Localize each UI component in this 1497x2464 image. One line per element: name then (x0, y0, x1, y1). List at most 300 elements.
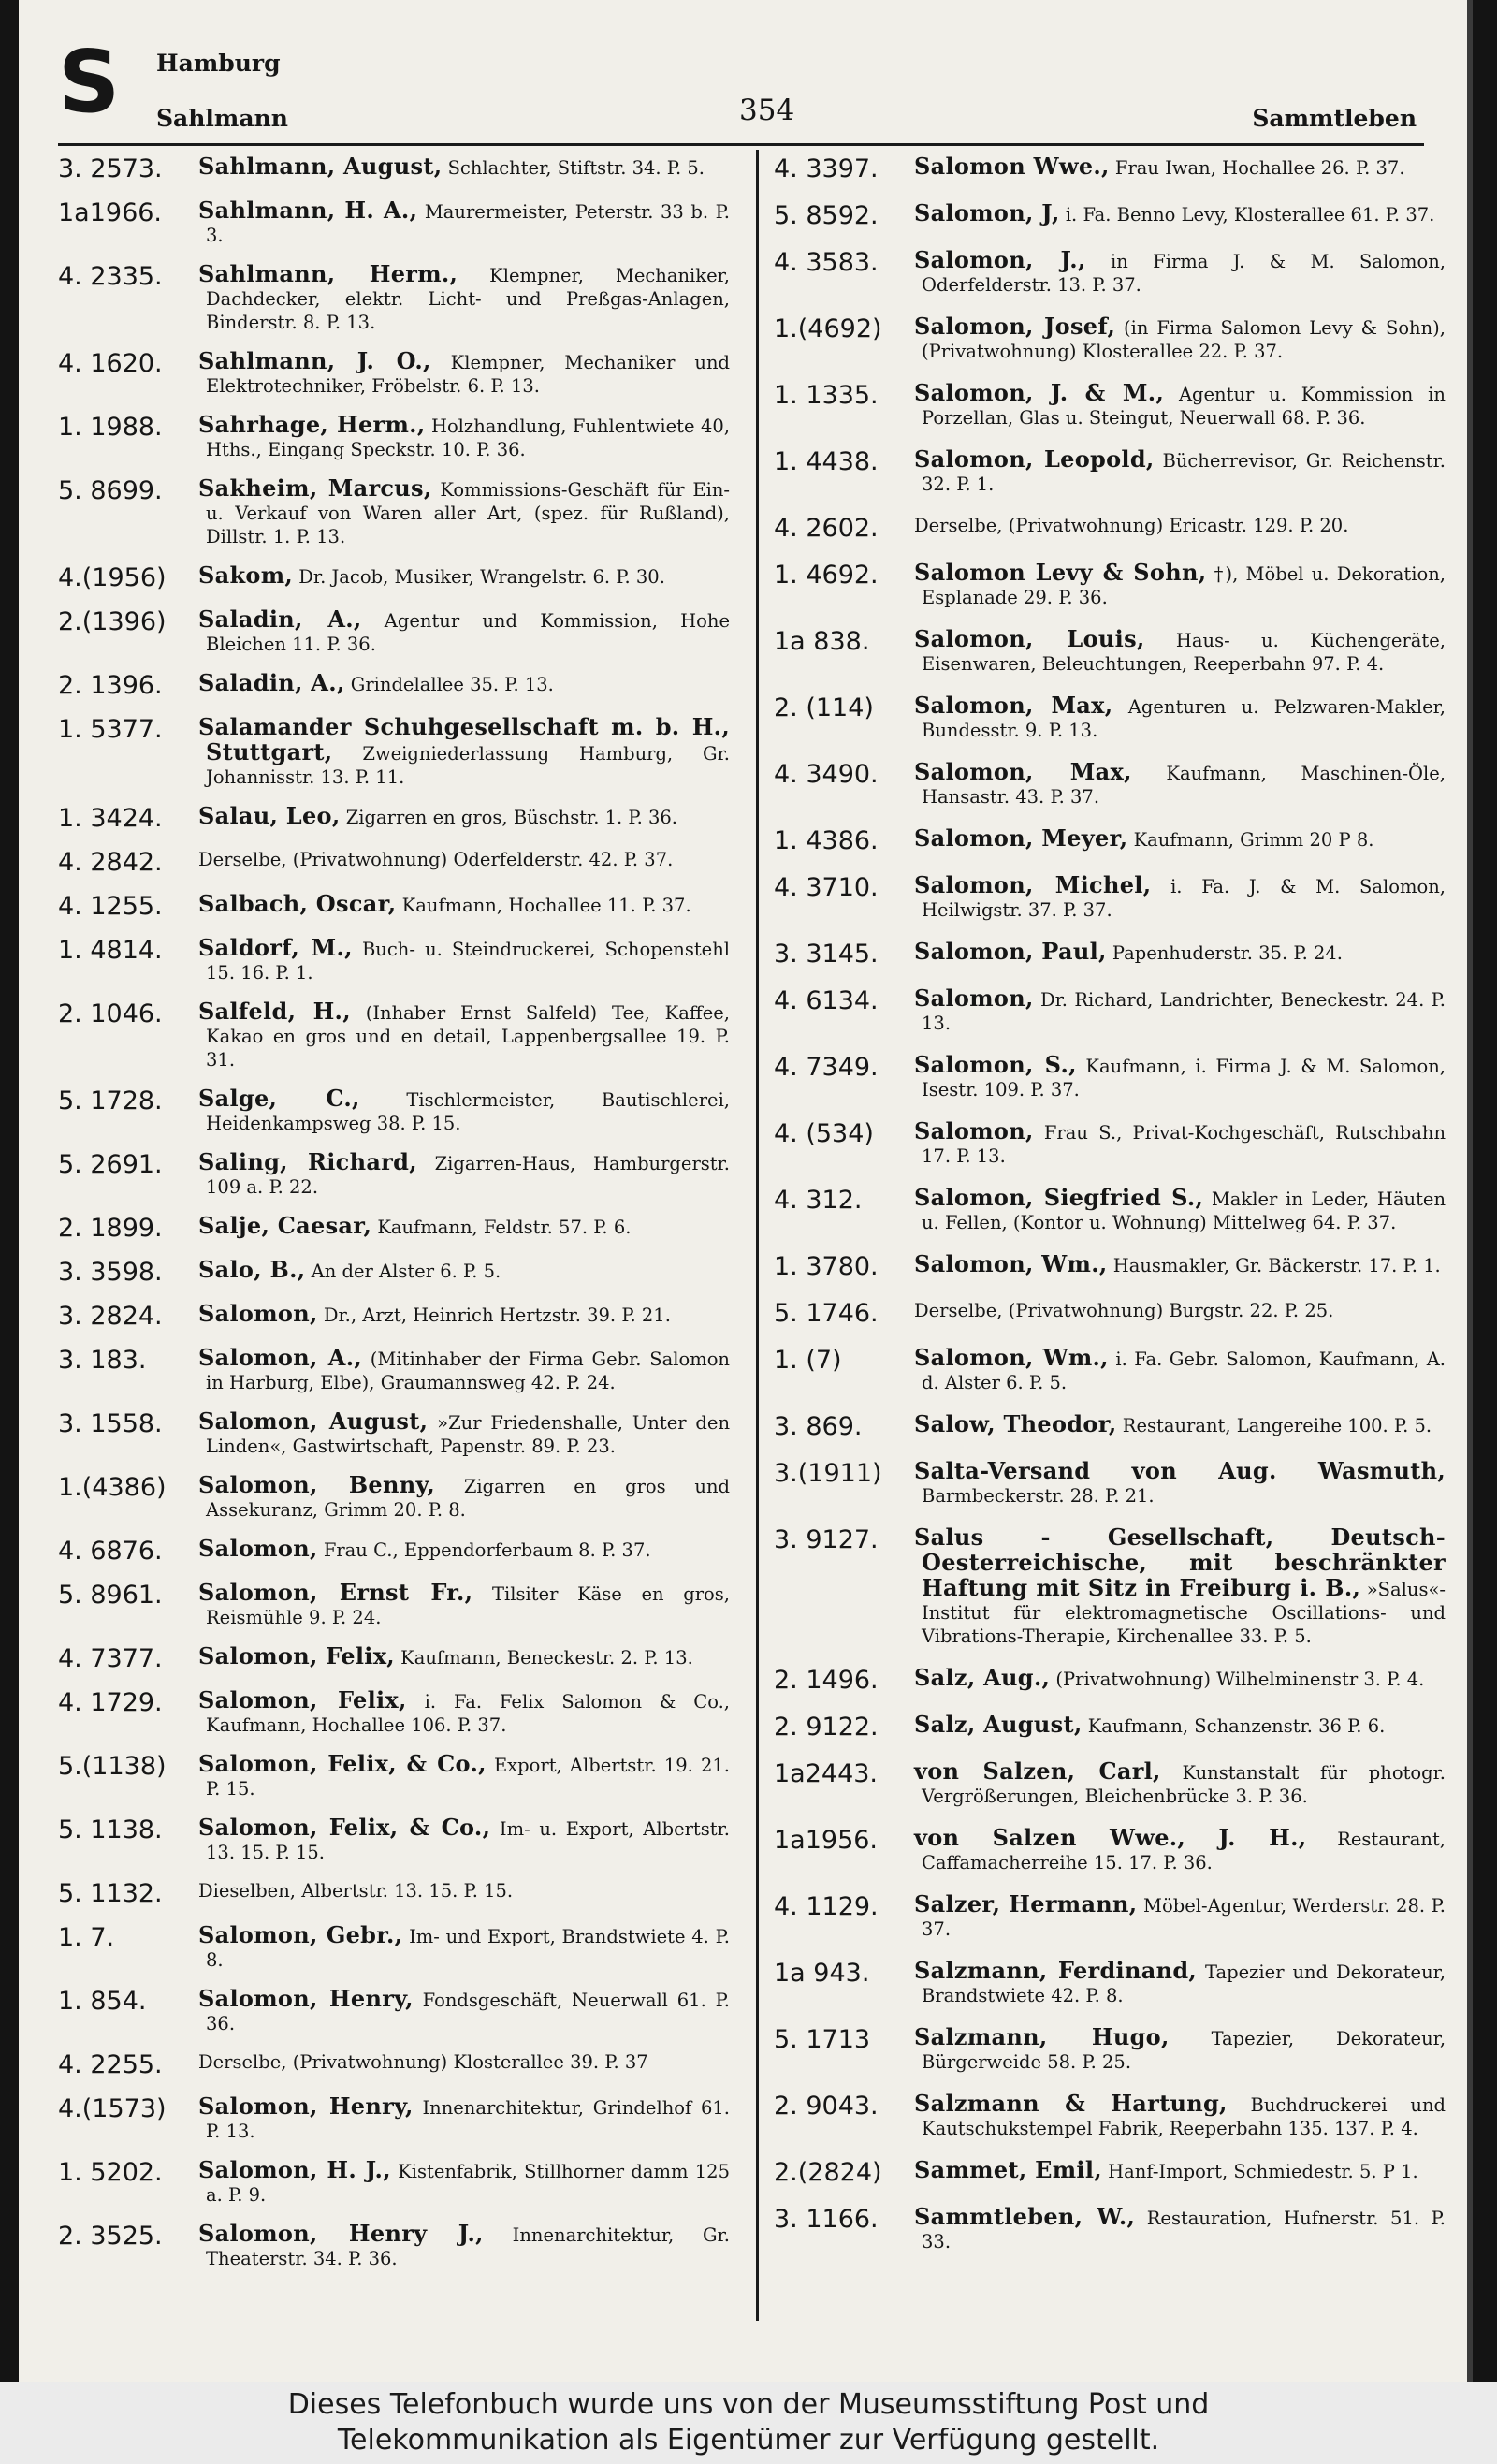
subscriber-details: Zigarren en gros, Büschstr. 1. P. 36. (345, 807, 677, 828)
entry-text (198, 892, 732, 921)
subscriber-reference: Derselbe, (914, 515, 1003, 536)
entry-text (914, 248, 1447, 297)
subscriber-details: Kunstanstalt für photogr. Vergrößerungen, Bleichenbrücke 3. P. 36. (922, 1762, 1446, 1807)
directory-entry (774, 1119, 1447, 1168)
subscriber-details: i. Fa. Benno Levy, Klosterallee 61. P. 37. (1065, 204, 1435, 226)
directory-entry (58, 936, 732, 984)
directory-entry (58, 198, 732, 247)
directory-entry (774, 561, 1447, 609)
entry-text (914, 561, 1447, 609)
subscriber-name: Salau, Leo, (198, 802, 341, 829)
subscriber-details: Grindelallee 35. P. 13. (350, 674, 554, 695)
entry-text (914, 1459, 1447, 1508)
phone-number: 5. 1728. (58, 1086, 163, 1115)
phone-number: 4. 1129. (774, 1892, 879, 1921)
subscriber-name: Salomon, Max, (914, 758, 1132, 785)
entry-text (914, 693, 1447, 742)
entry-text (914, 826, 1447, 855)
entry-text (914, 627, 1447, 676)
phone-number: 5. 8961. (58, 1581, 163, 1610)
page-number: 354 (739, 94, 795, 127)
entry-text (914, 940, 1447, 969)
subscriber-details: Haus- u. Küchengeräte, Eisenwaren, Beleuchtungen, Reeperbahn 97. P. 4. (922, 630, 1446, 675)
subscriber-details: Zigarren-Haus, Hamburgerstr. 109 a. P. 22. (206, 1153, 730, 1198)
subscriber-details: Export, Albertstr. 19. 21. P. 15. (206, 1755, 730, 1800)
directory-entry (58, 1688, 732, 1737)
entry-text (198, 349, 732, 398)
subscriber-name: Salge, C., (198, 1085, 360, 1112)
entry-text (914, 1053, 1447, 1101)
subscriber-details: Kistenfabrik, Stillhorner damm 125 a. P. 9. (206, 2161, 730, 2206)
directory-entry (774, 627, 1447, 676)
subscriber-name: Sahrhage, Herm., (198, 411, 426, 438)
directory-entry (58, 1752, 732, 1801)
phone-number: 2. 1496. (774, 1666, 879, 1695)
directory-entry (58, 1258, 732, 1287)
directory-entry (58, 1815, 732, 1864)
phone-number: 1. 4692. (774, 561, 879, 590)
entry-text (914, 2205, 1447, 2253)
entry-text (198, 1688, 732, 1737)
phone-number: 5. 8592. (774, 201, 879, 230)
phone-number: 5. 8699. (58, 476, 163, 505)
subscriber-reference: Derselbe, (198, 849, 287, 870)
subscriber-details: Dr., Arzt, Heinrich Hertzstr. 39. P. 21. (323, 1305, 671, 1326)
subscriber-details: Innenarchitektur, Gr. Theaterstr. 34. P. 36. (206, 2224, 731, 2269)
directory-entry (774, 1759, 1447, 1808)
phone-number: 4. (534) (774, 1119, 874, 1148)
subscriber-details: Tilsiter Käse en gros, Reismühle 9. P. 24. (206, 1583, 730, 1628)
entry-text (914, 314, 1447, 363)
directory-entry (58, 892, 732, 921)
subscriber-details: An der Alster 6. P. 5. (311, 1261, 501, 1282)
subscriber-name: Salz, Aug., (914, 1664, 1051, 1691)
phone-number: 1a1956. (774, 1826, 879, 1855)
phone-number: 5. 2691. (58, 1150, 163, 1179)
subscriber-details: Holzhandlung, Fuhlentwiete 40, Hths., Eingang Speckstr. 10. P. 36. (206, 416, 731, 460)
directory-entry (58, 607, 732, 656)
subscriber-details: Im- und Export, Brandstwiete 4. P. 8. (206, 1926, 730, 1971)
directory-entry (774, 514, 1447, 543)
directory-entry (774, 1053, 1447, 1101)
directory-entry (774, 447, 1447, 496)
subscriber-details: Tapezier, Dekorateur, Bürgerweide 58. P. 25. (922, 2028, 1446, 2073)
subscriber-name: Sammtleben, W., (914, 2203, 1136, 2230)
phone-number: 1. (7) (774, 1346, 842, 1375)
subscriber-name: Salomon Levy & Sohn, (914, 559, 1207, 586)
directory-entry (58, 1879, 732, 1908)
phone-number: 4. 3490. (774, 760, 879, 789)
phone-number: 2. 9122. (774, 1713, 879, 1742)
directory-entry (58, 1987, 732, 2035)
phone-number: 1. 4386. (774, 826, 879, 855)
subscriber-name: Salzmann, Hugo, (914, 2023, 1170, 2050)
directory-entry (58, 2222, 732, 2270)
entry-text (198, 1086, 732, 1135)
subscriber-name: Sammet, Emil, (914, 2156, 1102, 2183)
subscriber-details: Frau Iwan, Hochallee 26. P. 37. (1114, 157, 1405, 179)
phone-number: 5. 1713 (774, 2025, 871, 2054)
entry-text (914, 447, 1447, 496)
entry-text (198, 1409, 732, 1458)
directory-entry (58, 2050, 732, 2079)
footer-line-1: Dieses Telefonbuch wurde uns von der Museumsstiftung Post und (287, 2388, 1210, 2421)
directory-entry (58, 671, 732, 700)
directory-entry (774, 2025, 1447, 2074)
phone-number: 3. 3598. (58, 1258, 163, 1287)
subscriber-details: Agenturen u. Pelzwaren-Makler, Bundesstr. 9. P. 13. (922, 696, 1446, 741)
entry-text (914, 1959, 1447, 2007)
subscriber-details: Frau C., Eppendorferbaum 8. P. 37. (323, 1539, 651, 1561)
directory-entry (774, 1959, 1447, 2007)
entry-text (198, 1879, 732, 1908)
header-rule (58, 143, 1424, 146)
entry-text (198, 1815, 732, 1864)
subscriber-name: Saldorf, M., (198, 934, 353, 961)
entry-text (198, 1923, 732, 1972)
subscriber-name: Salomon, Ernst Fr., (198, 1579, 473, 1606)
phone-number: 1. 4438. (774, 447, 879, 476)
subscriber-name: Salomon, (198, 1535, 318, 1562)
entry-text (914, 1412, 1447, 1441)
subscriber-name: Salomon, Henry J., (198, 2220, 484, 2247)
subscriber-details: Restaurant, Langereihe 100. P. 5. (1122, 1415, 1432, 1436)
phone-number: 2. 1046. (58, 999, 163, 1028)
phone-number: 4.(1573) (58, 2094, 167, 2123)
footer-notice (0, 2382, 1497, 2464)
directory-entry (58, 999, 732, 1072)
phone-number: 4. 6134. (774, 986, 879, 1015)
subscriber-details: Barmbeckerstr. 28. P. 21. (922, 1485, 1155, 1507)
directory-entry (58, 1644, 732, 1673)
subscriber-name: Sahlmann, August, (198, 153, 443, 180)
entry-text (198, 198, 732, 247)
phone-number: 1a 943. (774, 1959, 870, 1988)
subscriber-details: Buchdruckerei und Kautschukstempel Fabrik, Reeperbahn 135. 137. P. 4. (922, 2094, 1446, 2139)
directory-entry (774, 201, 1447, 230)
directory-entry (774, 1299, 1447, 1328)
phone-number: 3. 3145. (774, 940, 879, 969)
subscriber-name: Salomon, (914, 1117, 1034, 1145)
phone-number: 1. 3424. (58, 804, 163, 833)
city-heading: Hamburg (156, 50, 281, 77)
subscriber-name: Salomon, Felix, (198, 1642, 395, 1669)
phone-number: 1. 1988. (58, 413, 163, 442)
directory-entry (58, 563, 732, 592)
entry-text (198, 999, 732, 1072)
phone-number: 5.(1138) (58, 1752, 167, 1781)
entry-text (198, 2050, 732, 2079)
directory-entry (774, 1412, 1447, 1441)
first-entry-heading: Sahlmann (156, 105, 288, 132)
subscriber-name: Sakheim, Marcus, (198, 474, 432, 502)
subscriber-name: Sahlmann, H. A., (198, 197, 418, 224)
entry-text (914, 1346, 1447, 1394)
entry-text (198, 936, 732, 984)
subscriber-name: Salomon, Wm., (914, 1344, 1109, 1371)
directory-entry (774, 2158, 1447, 2187)
entry-text (198, 413, 732, 461)
subscriber-details: Kaufmann, Schanzenstr. 36 P. 6. (1087, 1715, 1386, 1737)
entry-text (198, 1346, 732, 1394)
phone-number: 4. 7377. (58, 1644, 163, 1673)
subscriber-details: Dr. Richard, Landrichter, Beneckestr. 24. P. 13. (922, 989, 1446, 1034)
entry-text (914, 381, 1447, 430)
phone-number: 1a2443. (774, 1759, 879, 1788)
subscriber-details: Frau S., Privat-Kochgeschäft, Rutschbahn 17. P. 13. (922, 1122, 1446, 1167)
directory-entry (774, 381, 1447, 430)
phone-number: 2.(2824) (774, 2158, 882, 2187)
entry-text (914, 1299, 1447, 1328)
entry-text (914, 1759, 1447, 1808)
directory-entry (58, 1302, 732, 1331)
entry-text (198, 1752, 732, 1801)
subscriber-details: Kaufmann, Feldstr. 57. P. 6. (377, 1217, 632, 1238)
subscriber-details: Agentur u. Kommission in Porzellan, Glas u. Steingut, Neuerwall 68. P. 36. (922, 384, 1446, 429)
subscriber-name: Saladin, A., (198, 605, 362, 633)
directory-entry (774, 1525, 1447, 1648)
phone-number: 1.(4386) (58, 1473, 167, 1502)
subscriber-name: Salomon, Leopold, (914, 445, 1155, 473)
phone-number: 3. 869. (774, 1412, 863, 1441)
phone-number: 2. (114) (774, 693, 874, 722)
subscriber-name: Salus - Gesellschaft, Deutsch-Oesterreichische, mit beschränkter Haftung mit Sitz in Freiburg i. B., (914, 1524, 1446, 1601)
entry-text (198, 1302, 732, 1331)
subscriber-details: Zigarren en gros und Assekuranz, Grimm 20. P. 8. (206, 1476, 731, 1521)
subscriber-name: Salzmann & Hartung, (914, 2090, 1228, 2117)
entry-text (914, 1119, 1447, 1168)
entry-text (914, 1826, 1447, 1874)
subscriber-name: Salz, August, (914, 1711, 1083, 1738)
subscriber-details: i. Fa. Gebr. Salomon, Kaufmann, A. d. Alster 6. P. 5. (922, 1349, 1446, 1393)
directory-entry (58, 1086, 732, 1135)
phone-number: 4. 2335. (58, 262, 163, 291)
directory-entry (58, 1473, 732, 1522)
subscriber-details: Kaufmann, Maschinen-Öle, Hansastr. 43. P. 37. (922, 763, 1446, 808)
subscriber-reference: Dieselben, (198, 1880, 296, 1902)
subscriber-details: Papenhuderstr. 35. P. 24. (1112, 942, 1343, 964)
phone-number: 3. 183. (58, 1346, 147, 1375)
entry-text (198, 2222, 732, 2270)
phone-number: 5. 1138. (58, 1815, 163, 1844)
phone-number: 5. 1132. (58, 1879, 163, 1908)
directory-entry (774, 1252, 1447, 1281)
entry-text (198, 262, 732, 334)
subscriber-name: Salta-Versand von Aug. Wasmuth, (914, 1457, 1446, 1484)
phone-number: 1. 4814. (58, 936, 163, 965)
directory-page (19, 0, 1467, 2382)
subscriber-details: Zweigniederlassung Hamburg, Gr. Johannisstr. 13. P. 11. (206, 743, 730, 788)
directory-entry (774, 693, 1447, 742)
subscriber-name: Salomon, Felix, (198, 1686, 407, 1713)
subscriber-name: Salomon, (914, 984, 1034, 1012)
subscriber-name: Salomon, A., (198, 1344, 363, 1371)
entry-text (198, 2094, 732, 2143)
entry-text (198, 1644, 732, 1673)
subscriber-name: Salomon, Josef, (914, 313, 1116, 340)
subscriber-name: Salamander Schuhgesellschaft m. b. H., Stuttgart, (198, 713, 730, 765)
directory-entry (58, 804, 732, 833)
directory-entry (58, 476, 732, 548)
phone-number: 4. 3583. (774, 248, 879, 277)
footer-line-2: Telekommunikation als Eigentümer zur Verfügung gestellt. (337, 2424, 1160, 2457)
subscriber-details: »Salus«-Institut für elektromagnetische Oscillations- und Vibrations-Therapie, Kirchenallee 33. P. 5. (922, 1579, 1446, 1647)
phone-number: 3.(1911) (774, 1459, 882, 1488)
entry-text (914, 1892, 1447, 1941)
subscriber-name: Sahlmann, Herm., (198, 260, 458, 287)
entry-text (914, 986, 1447, 1035)
subscriber-reference: Derselbe, (198, 2051, 287, 2073)
subscriber-details: i. Fa. Felix Salomon & Co., Kaufmann, Hochallee 106. P. 37. (206, 1691, 730, 1736)
phone-number: 4. 1729. (58, 1688, 163, 1717)
phone-number: 3. 1166. (774, 2205, 879, 2234)
phone-number: 2. 3525. (58, 2222, 163, 2251)
subscriber-details: Schlachter, Stiftstr. 34. P. 5. (447, 157, 705, 179)
subscriber-details: Buch- u. Steindruckerei, Schopenstehl 15. 16. P. 1. (206, 939, 730, 984)
subscriber-details: »Zur Friedenshalle, Unter den Linden«, Gastwirtschaft, Papenstr. 89. P. 23. (206, 1412, 731, 1457)
entry-text (914, 873, 1447, 922)
subscriber-details: Tapezier und Dekorateur, Brandstwiete 42. P. 8. (922, 1961, 1446, 2006)
phone-number: 4. 1255. (58, 892, 163, 921)
entry-text (198, 607, 732, 656)
subscriber-details: Möbel-Agentur, Werderstr. 28. P. 37. (922, 1895, 1446, 1940)
subscriber-name: Salomon, Benny, (198, 1471, 436, 1498)
subscriber-name: Salomon, Felix, & Co., (198, 1750, 487, 1777)
entry-text (198, 1987, 732, 2035)
entry-text (198, 1537, 732, 1566)
entry-text (198, 1258, 732, 1287)
entry-text (198, 1150, 732, 1199)
subscriber-details: Kaufmann, Grimm 20 P 8. (1133, 829, 1374, 851)
phone-number: 3. 1558. (58, 1409, 163, 1438)
subscriber-name: Salfeld, H., (198, 998, 351, 1025)
subscriber-name: Salbach, Oscar, (198, 890, 397, 917)
entry-text (198, 715, 732, 789)
entry-text (198, 1473, 732, 1522)
subscriber-name: Salomon, J, (914, 199, 1060, 226)
entry-text (914, 1186, 1447, 1234)
directory-entry (58, 154, 732, 183)
entry-text (914, 2092, 1447, 2140)
subscriber-details: Kaufmann, i. Firma J. & M. Salomon, Isestr. 109. P. 37. (922, 1056, 1446, 1101)
subscriber-name: Salomon, Henry, (198, 2092, 414, 2120)
subscriber-details: Kaufmann, Beneckestr. 2. P. 13. (400, 1647, 693, 1669)
directory-entry (774, 2205, 1447, 2253)
subscriber-name: Salomon Wwe., (914, 153, 1110, 180)
entry-text (914, 201, 1447, 230)
phone-number: 1. 854. (58, 1987, 147, 2016)
phone-number: 1.(4692) (774, 314, 882, 343)
subscriber-name: Salomon, H. J., (198, 2156, 391, 2183)
subscriber-details: Maurermeister, Peterstr. 33 b. P. 3. (206, 201, 730, 246)
subscriber-details: Restauration, Hufnerstr. 51. P. 33. (922, 2208, 1446, 2253)
phone-number: 4. 6876. (58, 1537, 163, 1566)
subscriber-details: Agentur und Kommission, Hohe Bleichen 11. P. 36. (206, 610, 730, 655)
subscriber-name: Salomon, (198, 1300, 318, 1327)
phone-number: 2.(1396) (58, 607, 167, 636)
subscriber-name: von Salzen Wwe., J. H., (914, 1824, 1307, 1851)
directory-entry (774, 1826, 1447, 1874)
phone-number: 4. 2255. (58, 2050, 163, 2079)
subscriber-details: Hanf-Import, Schmiedestr. 5. P 1. (1108, 2161, 1418, 2182)
subscriber-details: Hausmakler, Gr. Bäckerstr. 17. P. 1. (1112, 1255, 1441, 1276)
subscriber-details: Klempner, Mechaniker und Elektrotechniker, Fröbelstr. 6. P. 13. (206, 352, 730, 397)
section-letter: S (58, 32, 119, 132)
directory-entry (774, 314, 1447, 363)
directory-entry (58, 1346, 732, 1394)
entry-text (198, 476, 732, 548)
subscriber-details: Restaurant, Caffamacherreihe 15. 17. P. 36. (922, 1829, 1446, 1874)
subscriber-name: Salzer, Hermann, (914, 1890, 1138, 1917)
entry-text (198, 671, 732, 700)
phone-number: 1. 5377. (58, 715, 163, 744)
subscriber-details: Im- u. Export, Albertstr. 13. 15. P. 15. (206, 1818, 730, 1863)
entry-text (914, 2025, 1447, 2074)
subscriber-details: Kommissions-Geschäft für Ein- u. Verkauf von Waren aller Art, (spez. für Rußland), Dillstr. 1. P. 13. (206, 479, 731, 547)
phone-number: 3. 2573. (58, 154, 163, 183)
subscriber-name: Salomon, Wm., (914, 1250, 1108, 1277)
subscriber-name: Salomon, Louis, (914, 625, 1145, 652)
subscriber-name: von Salzen, Carl, (914, 1757, 1161, 1785)
left-column (58, 154, 732, 2285)
phone-number: 1a1966. (58, 198, 163, 227)
directory-entry (58, 715, 732, 789)
subscriber-name: Salzmann, Ferdinand, (914, 1957, 1198, 1984)
entry-text (198, 1581, 732, 1629)
directory-entry (58, 2094, 732, 2143)
directory-entry (774, 1892, 1447, 1941)
phone-number: 4. 7349. (774, 1053, 879, 1082)
phone-number: 4. 3710. (774, 873, 879, 902)
phone-number: 4. 3397. (774, 154, 879, 183)
entry-text (198, 563, 732, 592)
entry-text (914, 2158, 1447, 2187)
subscriber-details: i. Fa. J. & M. Salomon, Heilwigstr. 37. P. 37. (922, 876, 1446, 921)
subscriber-details: Bücherrevisor, Gr. Reichenstr. 32. P. 1. (922, 450, 1446, 495)
subscriber-details: Klempner, Mechaniker, Dachdecker, elektr. Licht- und Preßgas-Anlagen, Binderstr. 8. P. 13. (206, 265, 730, 333)
directory-entry (58, 1214, 732, 1243)
phone-number: 3. 2824. (58, 1302, 163, 1331)
subscriber-name: Salomon, Henry, (198, 1985, 414, 2012)
directory-entry (774, 1186, 1447, 1234)
directory-entry (774, 154, 1447, 183)
phone-number: 3. 9127. (774, 1525, 879, 1554)
subscriber-details: (Privatwohnung) Oderfelderstr. 42. P. 37. (292, 849, 674, 870)
subscriber-details: (in Firma Salomon Levy & Sohn), (Privatwohnung) Klosterallee 22. P. 37. (922, 317, 1446, 362)
entry-text (914, 760, 1447, 809)
subscriber-name: Salomon, Felix, & Co., (198, 1814, 491, 1841)
entry-text (914, 514, 1447, 543)
entry-text (198, 2158, 732, 2207)
directory-entry (58, 1923, 732, 1972)
subscriber-details: (Mitinhaber der Firma Gebr. Salomon in Harburg, Elbe), Graumannsweg 42. P. 24. (206, 1349, 730, 1393)
subscriber-details: Innenarchitektur, Grindelhof 61. P. 13. (206, 2097, 730, 2142)
subscriber-name: Salomon, Michel, (914, 871, 1152, 898)
subscriber-details: Kaufmann, Hochallee 11. P. 37. (401, 895, 691, 916)
directory-entry (58, 413, 732, 461)
subscriber-details: (Inhaber Ernst Salfeld) Tee, Kaffee, Kakao en gros und en detail, Lappenbergsallee 19. P. 31. (206, 1002, 730, 1071)
subscriber-details: (Privatwohnung) Wilhelminenstr 3. P. 4. (1055, 1669, 1425, 1690)
directory-entry (774, 1713, 1447, 1742)
subscriber-name: Salomon, Max, (914, 692, 1113, 719)
directory-entry (58, 1150, 732, 1199)
directory-entry (774, 986, 1447, 1035)
subscriber-details: Albertstr. 13. 15. P. 15. (301, 1880, 514, 1902)
directory-entry (58, 1409, 732, 1458)
phone-number: 1. 5202. (58, 2158, 163, 2187)
phone-number: 1. 7. (58, 1923, 115, 1952)
subscriber-details: Dr. Jacob, Musiker, Wrangelstr. 6. P. 30. (298, 566, 665, 588)
